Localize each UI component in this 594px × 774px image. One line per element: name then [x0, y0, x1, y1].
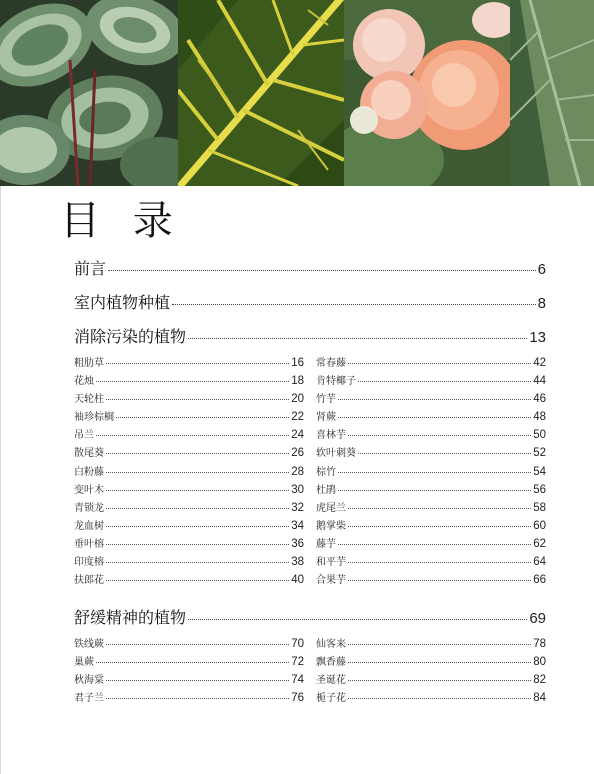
entry-name: 虎尾兰 — [316, 502, 346, 514]
entry-page: 32 — [291, 501, 304, 514]
dot-leader — [106, 363, 289, 364]
dot-leader — [106, 526, 289, 527]
list-item[interactable] — [74, 372, 304, 390]
dot-leader — [96, 662, 289, 663]
entry-page: 40 — [291, 574, 304, 587]
dot-leader — [116, 417, 289, 418]
entry-name: 飘香藤 — [316, 657, 346, 669]
list-item[interactable] — [74, 390, 304, 408]
entry-page: 48 — [533, 411, 546, 424]
entry-name: 栀子花 — [316, 693, 346, 705]
dot-leader — [96, 381, 289, 382]
entry-name: 常春藤 — [316, 358, 346, 369]
toc-section-indoor-planting[interactable] — [74, 290, 546, 313]
entry-name: 扶郎花 — [74, 575, 104, 587]
list-item[interactable] — [74, 671, 304, 689]
entry-name: 藤芋 — [316, 538, 336, 550]
list-item[interactable] — [316, 408, 546, 426]
dot-leader — [338, 399, 531, 400]
list-item[interactable] — [74, 481, 304, 499]
entry-name: 吊兰 — [74, 430, 94, 442]
section-label: 消除污染的植物 — [74, 327, 187, 346]
entry-name: 圣诞花 — [316, 675, 346, 687]
dot-leader — [106, 472, 289, 473]
list-item[interactable] — [316, 372, 546, 390]
list-item[interactable] — [316, 426, 546, 444]
dot-leader — [338, 417, 531, 418]
entry-page: 30 — [291, 483, 304, 496]
entry-name: 合果芋 — [316, 575, 346, 587]
dot-leader — [188, 338, 527, 339]
section-label: 舒缓精神的植物 — [74, 608, 187, 627]
list-item[interactable] — [316, 481, 546, 499]
list-item[interactable] — [316, 553, 546, 571]
list-item[interactable] — [316, 689, 546, 707]
entry-page: 78 — [533, 638, 546, 650]
entry-page: 60 — [533, 519, 546, 532]
entry-name: 君子兰 — [74, 693, 104, 705]
dot-leader — [106, 580, 289, 581]
entry-name: 白粉藤 — [74, 466, 104, 478]
list-item[interactable] — [74, 444, 304, 462]
entry-page: 80 — [533, 656, 546, 669]
croton-leaf-photo — [178, 0, 344, 186]
dot-leader — [348, 562, 531, 563]
list-item[interactable] — [316, 635, 546, 653]
calming-plants-list-left — [74, 635, 304, 707]
entry-page: 62 — [533, 537, 546, 550]
section-page: 8 — [537, 295, 546, 312]
entry-page: 66 — [533, 574, 546, 587]
list-item[interactable] — [74, 517, 304, 535]
entry-name: 龙血树 — [74, 520, 104, 532]
entry-page: 76 — [291, 692, 304, 705]
entry-page: 50 — [533, 429, 546, 442]
dot-leader — [108, 270, 536, 271]
entry-name: 鹅掌柴 — [316, 520, 346, 532]
dot-leader — [338, 544, 531, 545]
dot-leader — [106, 490, 289, 491]
section-page: 69 — [529, 610, 546, 627]
page-title: 目 录 — [60, 198, 183, 244]
list-item[interactable] — [74, 408, 304, 426]
list-item[interactable] — [74, 463, 304, 481]
list-item[interactable] — [316, 499, 546, 517]
list-item[interactable] — [74, 354, 304, 372]
section-label: 室内植物种植 — [74, 293, 171, 312]
entry-page: 36 — [291, 537, 304, 550]
entry-name: 仙客来 — [316, 639, 346, 650]
dot-leader — [348, 644, 531, 645]
entry-name: 变叶木 — [74, 484, 104, 496]
page-edge-rule — [0, 186, 1, 774]
entry-page: 24 — [291, 429, 304, 442]
entry-page: 64 — [533, 556, 546, 569]
entry-page: 46 — [533, 393, 546, 406]
dot-leader — [106, 399, 289, 400]
pollution-plants-list-right — [316, 354, 546, 589]
list-item[interactable] — [74, 553, 304, 571]
entry-name: 肾蕨 — [316, 412, 336, 424]
calming-plants-list-right — [316, 635, 546, 707]
dot-leader — [348, 698, 531, 699]
entry-name: 天轮柱 — [74, 394, 104, 406]
entry-page: 28 — [291, 465, 304, 478]
entry-page: 26 — [291, 447, 304, 460]
dot-leader — [348, 580, 531, 581]
entry-name: 软叶刺葵 — [316, 448, 356, 460]
section-page: 6 — [537, 261, 546, 278]
toc-section-preface[interactable] — [74, 256, 546, 279]
entry-page: 38 — [291, 556, 304, 569]
dot-leader — [348, 662, 531, 663]
dot-leader — [358, 453, 531, 454]
entry-page: 70 — [291, 638, 304, 650]
list-item[interactable] — [74, 635, 304, 653]
entry-page: 42 — [533, 357, 546, 369]
leaf-closeup-photo — [510, 0, 594, 186]
entry-name: 铁线蕨 — [74, 639, 104, 650]
entry-name: 肯特椰子 — [316, 376, 356, 388]
begonia-flower-photo — [344, 0, 510, 186]
dot-leader — [338, 472, 531, 473]
dot-leader — [106, 698, 289, 699]
header-photo-strip — [0, 0, 594, 186]
entry-page: 20 — [291, 393, 304, 406]
dot-leader — [106, 508, 289, 509]
pollution-plants-list-left — [74, 354, 304, 589]
dot-leader — [348, 435, 531, 436]
dot-leader — [348, 363, 531, 364]
entry-page: 34 — [291, 519, 304, 532]
list-item[interactable] — [316, 390, 546, 408]
dot-leader — [106, 453, 289, 454]
list-item[interactable] — [316, 671, 546, 689]
list-item[interactable] — [316, 653, 546, 671]
dot-leader — [106, 680, 289, 681]
entry-page: 56 — [533, 483, 546, 496]
dot-leader — [348, 526, 531, 527]
entry-name: 袖珍棕榈 — [74, 412, 114, 424]
entry-name: 花烛 — [74, 376, 94, 388]
dot-leader — [106, 544, 289, 545]
entry-page: 54 — [533, 465, 546, 478]
entry-page: 52 — [533, 447, 546, 460]
dot-leader — [358, 381, 531, 382]
entry-page: 58 — [533, 501, 546, 514]
list-item[interactable] — [316, 517, 546, 535]
entry-name: 垂叶榕 — [74, 538, 104, 550]
dot-leader — [338, 490, 531, 491]
entry-page: 74 — [291, 674, 304, 687]
dot-leader — [188, 619, 527, 620]
dot-leader — [348, 680, 531, 681]
list-item[interactable] — [74, 653, 304, 671]
entry-name: 竹芋 — [316, 394, 336, 406]
section-page: 13 — [529, 329, 546, 346]
list-item[interactable] — [74, 571, 304, 589]
entry-name: 散尾葵 — [74, 448, 104, 460]
list-item[interactable] — [316, 463, 546, 481]
dot-leader — [106, 562, 289, 563]
entry-page: 44 — [533, 375, 546, 388]
entry-name: 棕竹 — [316, 466, 336, 478]
toc-section-pollution-plants[interactable] — [74, 324, 546, 347]
entry-page: 18 — [291, 375, 304, 388]
list-item[interactable] — [316, 535, 546, 553]
entry-page: 16 — [291, 357, 304, 369]
entry-name: 粗肋草 — [74, 358, 104, 369]
list-item[interactable] — [74, 426, 304, 444]
list-item[interactable] — [74, 689, 304, 707]
dot-leader — [348, 508, 531, 509]
entry-page: 72 — [291, 656, 304, 669]
section-label: 前言 — [74, 259, 107, 278]
list-item[interactable] — [316, 354, 546, 372]
dot-leader — [172, 304, 536, 305]
entry-name: 和平芋 — [316, 557, 346, 569]
entry-page: 22 — [291, 411, 304, 424]
list-item[interactable] — [316, 444, 546, 462]
entry-name: 印度榕 — [74, 557, 104, 569]
entry-page: 84 — [533, 692, 546, 705]
list-item[interactable] — [74, 499, 304, 517]
entry-page: 82 — [533, 674, 546, 687]
entry-name: 秋海棠 — [74, 675, 104, 687]
entry-name: 青锁龙 — [74, 502, 104, 514]
entry-name: 杜鹃 — [316, 484, 336, 496]
toc-section-calming-plants[interactable] — [74, 605, 546, 628]
entry-name: 巢蕨 — [74, 657, 94, 669]
list-item[interactable] — [316, 571, 546, 589]
dot-leader — [96, 435, 289, 436]
dot-leader — [106, 644, 289, 645]
entry-name: 喜林芋 — [316, 430, 346, 442]
watermelon-peperomia-photo — [0, 0, 178, 186]
list-item[interactable] — [74, 535, 304, 553]
